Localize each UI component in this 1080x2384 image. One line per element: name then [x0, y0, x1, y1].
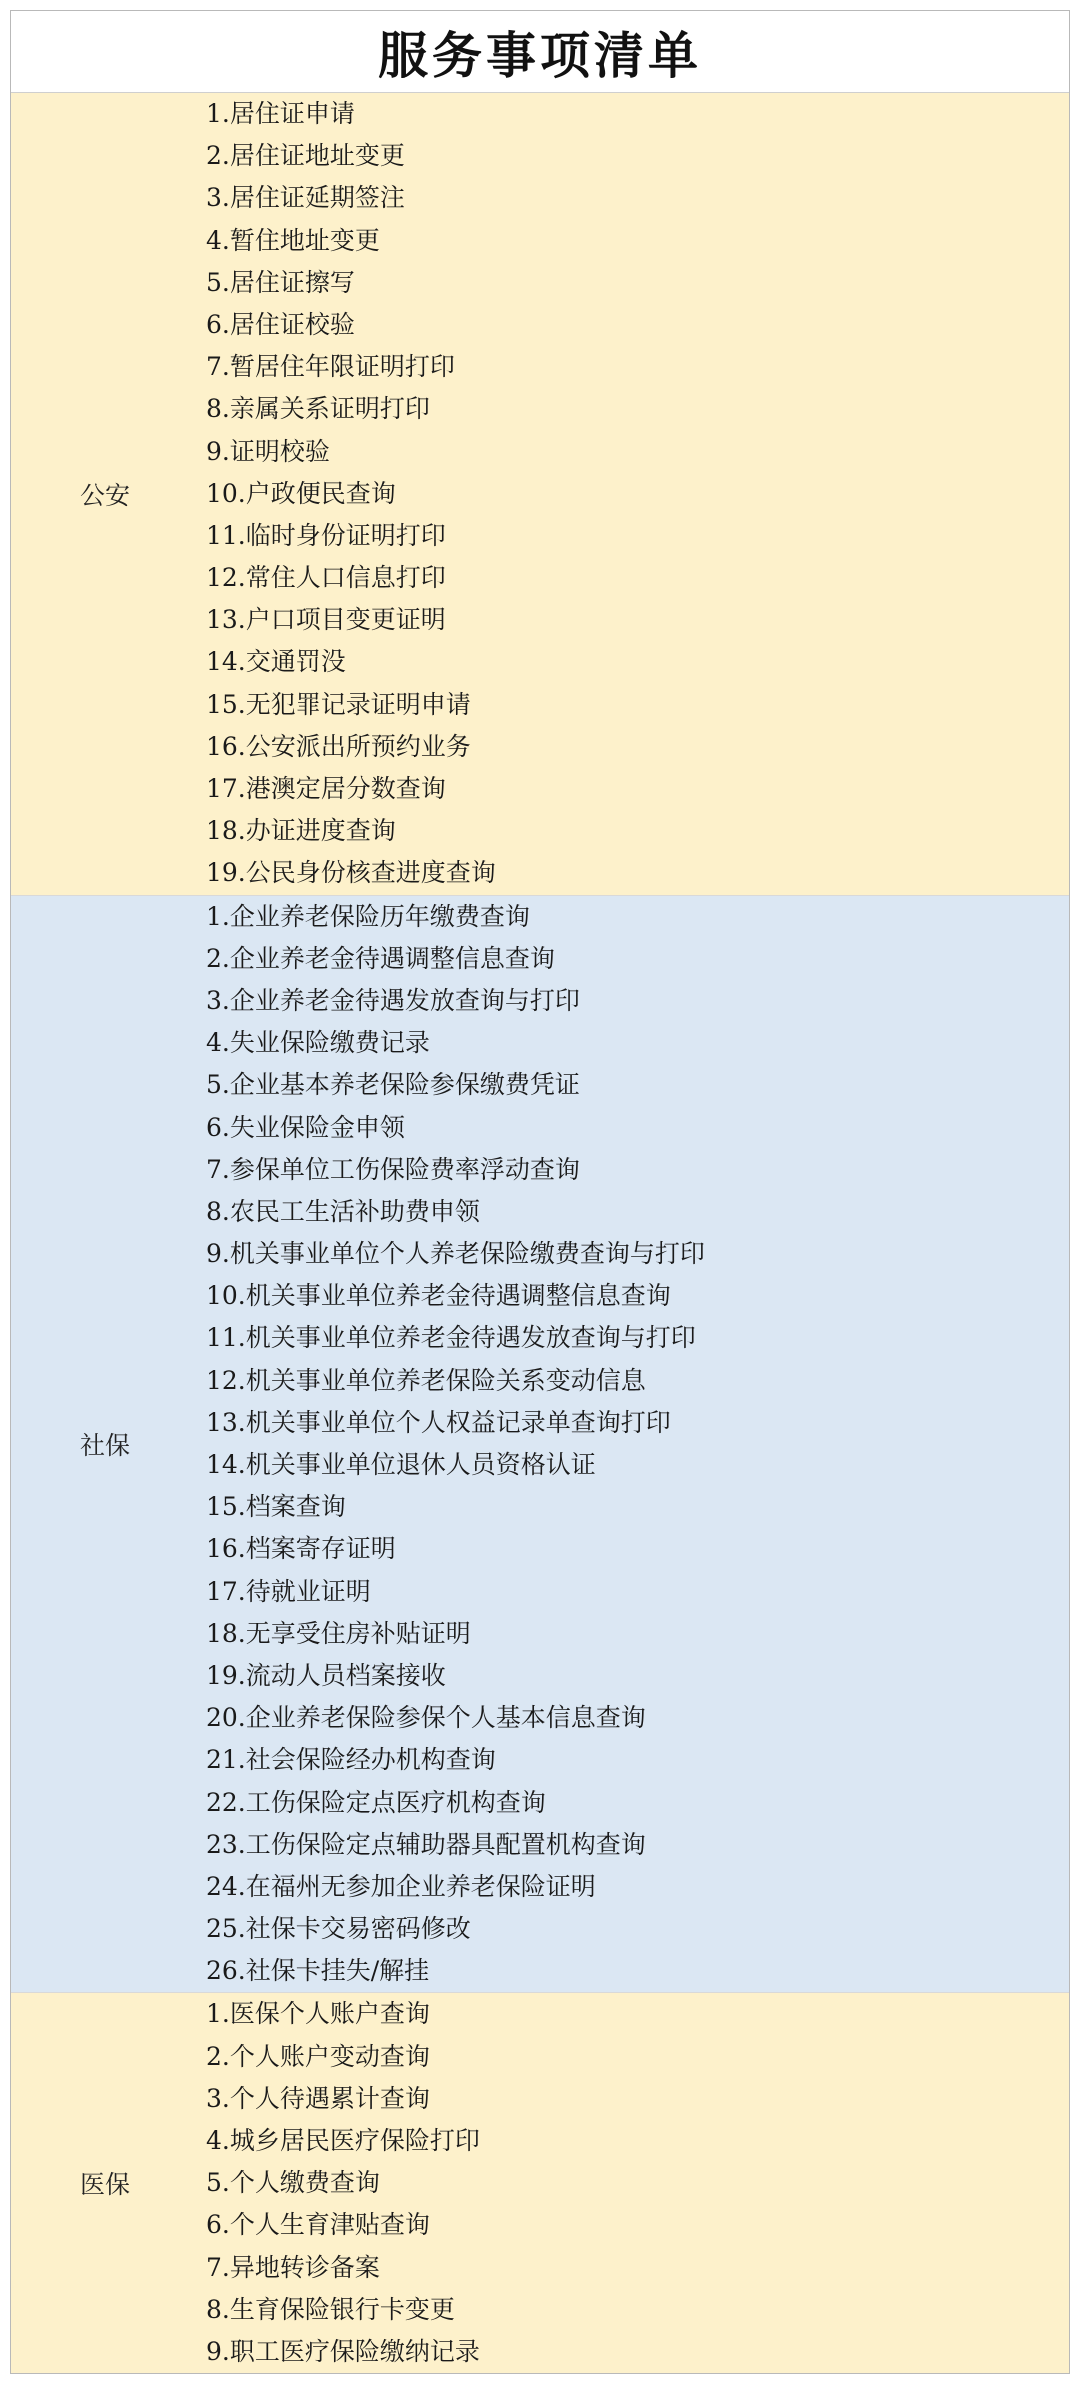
- list-item: 11.机关事业单位养老金待遇发放查询与打印: [206, 1323, 696, 1353]
- list-item: 6.居住证校验: [206, 309, 355, 339]
- list-item: 9.证明校验: [206, 436, 330, 466]
- list-item: 10.机关事业单位养老金待遇调整信息查询: [206, 1281, 671, 1311]
- list-item: 20.企业养老保险参保个人基本信息查询: [206, 1703, 646, 1733]
- category-cell: [11, 93, 191, 895]
- list-item: 4.失业保险缴费记录: [206, 1028, 430, 1058]
- list-item: 17.待就业证明: [206, 1576, 371, 1606]
- list-item: 9.机关事业单位个人养老保险缴费查询与打印: [206, 1239, 705, 1269]
- list-item: 25.社保卡交易密码修改: [206, 1914, 471, 1944]
- list-item: 14.交通罚没: [206, 647, 346, 677]
- list-item: 14.机关事业单位退休人员资格认证: [206, 1450, 596, 1479]
- section-medical-insurance: [11, 1992, 1069, 2373]
- list-item: 5.个人缴费查询: [206, 2168, 380, 2198]
- list-item: 7.暂居住年限证明打印: [206, 352, 455, 382]
- list-item: 1.居住证申请: [206, 99, 355, 128]
- list-item: 7.异地转诊备案: [206, 2252, 380, 2282]
- item-list-public-security: [191, 93, 1069, 895]
- section-social-security: [11, 895, 1069, 1993]
- category-cell: [11, 896, 191, 1993]
- list-item: 2.企业养老金待遇调整信息查询: [206, 943, 555, 973]
- list-item: 15.档案查询: [206, 1492, 346, 1522]
- list-item: 26.社保卡挂失/解挂: [206, 1956, 430, 1986]
- category-cell: [11, 1993, 191, 2373]
- service-list-document: [10, 10, 1070, 2374]
- title-row: [11, 11, 1069, 93]
- list-item: 11.临时身份证明打印: [206, 520, 446, 550]
- list-item: 2.居住证地址变更: [206, 141, 405, 171]
- list-item: 5.居住证擦写: [206, 267, 355, 297]
- list-item: 9.职工医疗保险缴纳记录: [206, 2336, 480, 2366]
- list-item: 13.户口项目变更证明: [206, 605, 446, 635]
- list-item: 1.企业养老保险历年缴费查询: [206, 901, 530, 931]
- list-item: 17.港澳定居分数查询: [206, 774, 446, 803]
- list-item: 4.暂住地址变更: [206, 225, 380, 255]
- category-label-public-security: 公安: [80, 480, 131, 510]
- category-label-medical-insurance: 医保: [80, 2170, 131, 2200]
- list-item: 8.农民工生活补助费申领: [206, 1196, 480, 1226]
- list-item: 3.个人待遇累计查询: [206, 2083, 430, 2113]
- list-item: 1.医保个人账户查询: [206, 1999, 430, 2029]
- list-item: 16.公安派出所预约业务: [206, 731, 471, 761]
- list-item: 3.企业养老金待遇发放查询与打印: [206, 985, 580, 1015]
- list-item: 5.企业基本养老保险参保缴费凭证: [206, 1070, 580, 1100]
- list-item: 6.个人生育津贴查询: [206, 2210, 430, 2240]
- list-item: 6.失业保险金申领: [206, 1112, 405, 1142]
- list-item: 4.城乡居民医疗保险打印: [206, 2126, 480, 2155]
- list-item: 3.居住证延期签注: [206, 183, 405, 213]
- category-label-social-security: 社保: [80, 1431, 131, 1460]
- list-item: 18.办证进度查询: [206, 816, 396, 846]
- list-item: 19.流动人员档案接收: [206, 1660, 446, 1690]
- list-item: 12.常住人口信息打印: [206, 563, 446, 593]
- item-list-social-security: [191, 896, 1069, 1993]
- list-item: 15.无犯罪记录证明申请: [206, 689, 471, 719]
- list-item: 24.在福州无参加企业养老保险证明: [206, 1871, 596, 1901]
- list-item: 22.工伤保险定点医疗机构查询: [206, 1787, 546, 1817]
- list-item: 19.公民身份核查进度查询: [206, 858, 496, 888]
- list-item: 8.生育保险银行卡变更: [206, 2294, 455, 2324]
- list-item: 18.无享受住房补贴证明: [206, 1618, 471, 1648]
- list-item: 7.参保单位工伤保险费率浮动查询: [206, 1154, 580, 1184]
- list-item: 10.户政便民查询: [206, 478, 396, 508]
- list-item: 16.档案寄存证明: [206, 1534, 396, 1564]
- list-item: 2.个人账户变动查询: [206, 2041, 430, 2071]
- list-item: 8.亲属关系证明打印: [206, 394, 430, 424]
- page-title: 服务事项清单: [378, 25, 702, 85]
- list-item: 23.工伤保险定点辅助器具配置机构查询: [206, 1829, 646, 1859]
- item-list-medical-insurance: [191, 1993, 1069, 2373]
- list-item: 21.社会保险经办机构查询: [206, 1745, 496, 1775]
- list-item: 13.机关事业单位个人权益记录单查询打印: [206, 1407, 671, 1437]
- list-item: 12.机关事业单位养老保险关系变动信息: [206, 1365, 646, 1395]
- section-public-security: [11, 93, 1069, 895]
